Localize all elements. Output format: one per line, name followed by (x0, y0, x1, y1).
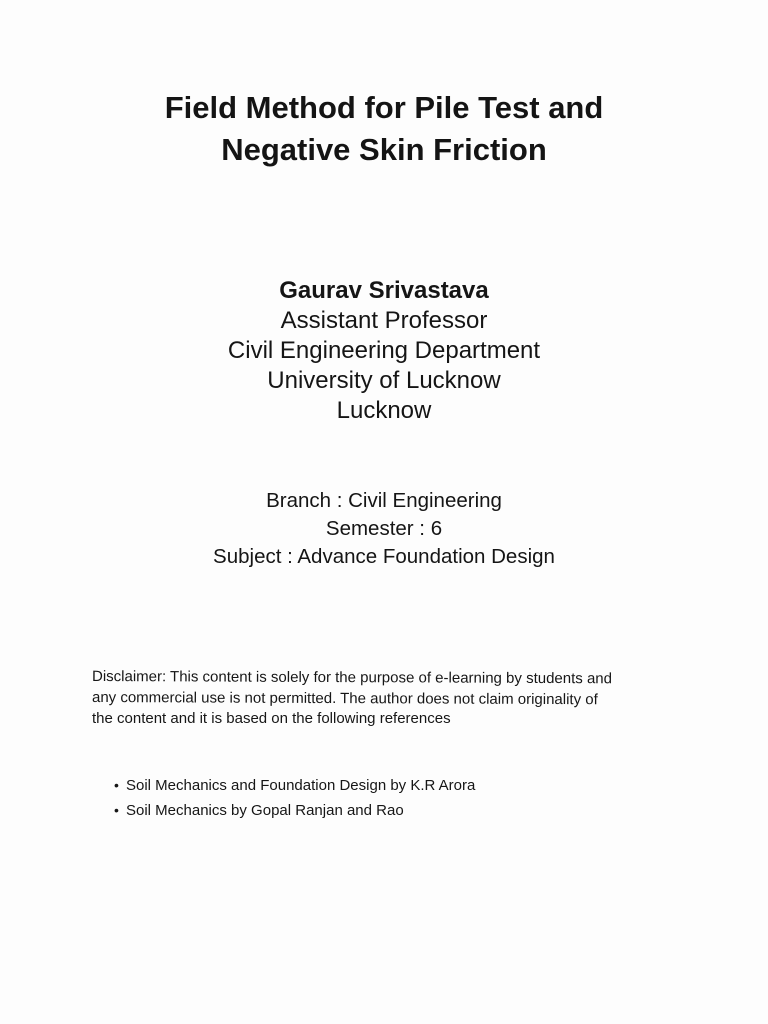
bullet-icon: • (114, 802, 119, 818)
course-semester: Semester : 6 (325, 517, 443, 540)
author-name: Gaurav Srivastava (279, 277, 489, 304)
list-item (114, 773, 674, 798)
disclaimer-line-1: Disclaimer: This content is solely for the purpose of e-learning by students and (91, 668, 613, 688)
disclaimer (92, 666, 692, 729)
list-item (114, 798, 674, 823)
course-subject: Subject : Advance Foundation Design (213, 545, 555, 568)
course-info (0, 487, 768, 571)
reference-text: Soil Mechanics by Gopal Ranjan and Rao (126, 802, 404, 819)
reference-text: Soil Mechanics and Foundation Design by K.R Arora (126, 777, 476, 794)
author-city: Lucknow (336, 397, 432, 424)
bullet-icon: • (114, 777, 119, 793)
author-block (0, 276, 768, 426)
reference-list (114, 773, 674, 823)
author-university: University of Lucknow (267, 367, 501, 394)
author-position: Assistant Professor (280, 307, 488, 334)
title-line-1: Field Method for Pile Test and (164, 90, 604, 125)
disclaimer-line-2: any commercial use is not permitted. The author does not claim originality of (91, 689, 598, 709)
course-branch: Branch : Civil Engineering (266, 489, 502, 512)
document-title (0, 87, 768, 171)
title-line-2: Negative Skin Friction (221, 132, 547, 167)
author-department: Civil Engineering Department (227, 337, 541, 364)
disclaimer-line-3: the content and it is based on the following references (92, 710, 451, 727)
